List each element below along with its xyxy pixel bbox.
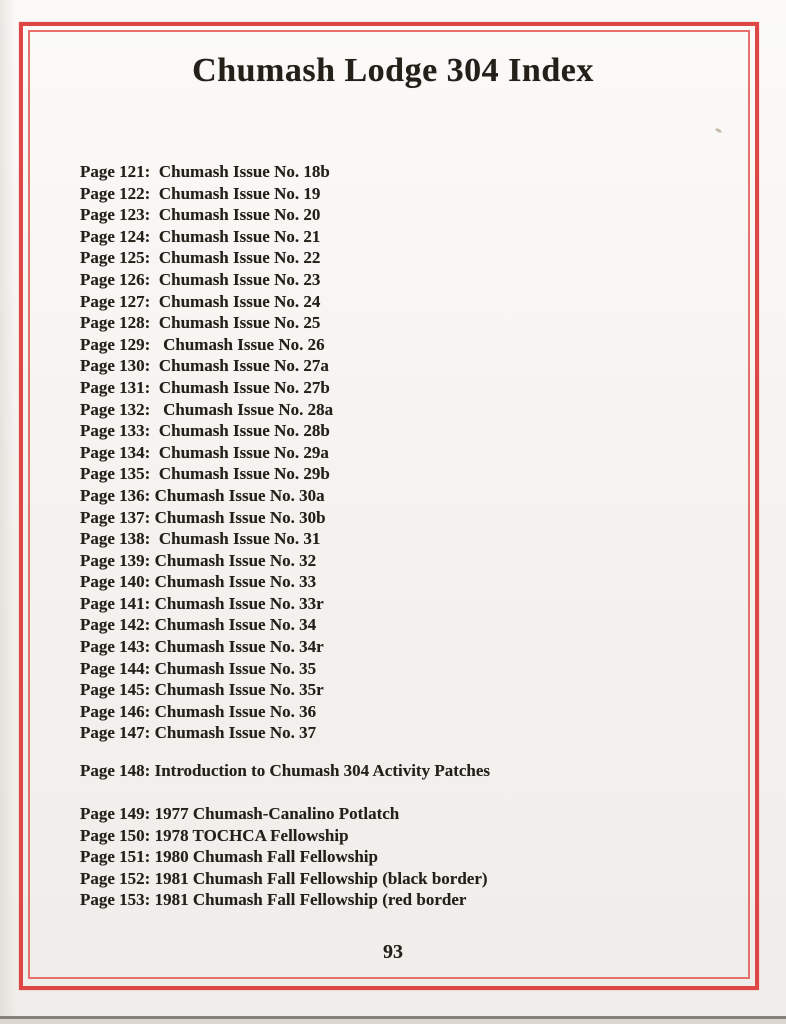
index-entry: Page 144: Chumash Issue No. 35	[80, 658, 317, 678]
activity-entry: Page 153: 1981 Chumash Fall Fellowship (red border	[80, 890, 467, 910]
index-entry: Page 131: Chumash Issue No. 27b	[80, 377, 330, 397]
activity-entry: Page 149: 1977 Chumash-Canalino Potlatch	[80, 804, 400, 823]
index-entry: Page 143: Chumash Issue No. 34r	[80, 637, 324, 657]
index-entry: Page 130: Chumash Issue No. 27a	[80, 356, 329, 376]
index-entry: Page 132: Chumash Issue No. 28a	[80, 399, 334, 419]
index-entry: Page 139: Chumash Issue No. 32	[80, 550, 317, 570]
index-entry: Page 138: Chumash Issue No. 31	[80, 529, 321, 549]
index-entry: Page 125: Chumash Issue No. 22	[80, 248, 321, 268]
activity-entry: Page 152: 1981 Chumash Fall Fellowship (black border)	[80, 868, 488, 888]
activity-entry: Page 151: 1980 Chumash Fall Fellowship	[80, 847, 378, 867]
index-entry: Page 127: Chumash Issue No. 24	[80, 291, 321, 311]
index-entry: Page 140: Chumash Issue No. 33	[80, 572, 317, 592]
index-entry: Page 129: Chumash Issue No. 26	[80, 334, 325, 354]
issue-entry-list	[80, 161, 333, 744]
index-entry: Page 121: Chumash Issue No. 18b	[80, 162, 330, 181]
index-entry: Page 122: Chumash Issue No. 19	[80, 183, 321, 203]
scanner-edge-area	[0, 1019, 786, 1024]
index-entry: Page 137: Chumash Issue No. 30b	[80, 507, 326, 527]
index-entry: Page 145: Chumash Issue No. 35r	[80, 680, 324, 700]
page-number: 93	[383, 941, 403, 963]
activity-entry-list	[80, 803, 488, 911]
index-entry: Page 142: Chumash Issue No. 34	[80, 615, 317, 635]
index-entry: Page 123: Chumash Issue No. 20	[80, 205, 321, 225]
index-entry: Page 126: Chumash Issue No. 23	[80, 269, 321, 289]
index-entry: Page 141: Chumash Issue No. 33r	[80, 593, 324, 613]
index-entry: Page 146: Chumash Issue No. 36	[80, 701, 317, 721]
index-entry: Page 147: Chumash Issue No. 37	[80, 723, 317, 743]
intro-entry: Page 148: Introduction to Chumash 304 Activity Patches	[80, 761, 491, 780]
activity-entry: Page 150: 1978 TOCHCA Fellowship	[80, 825, 349, 845]
index-entry: Page 135: Chumash Issue No. 29b	[80, 464, 330, 484]
index-entry: Page 136: Chumash Issue No. 30a	[80, 485, 325, 505]
index-entry: Page 133: Chumash Issue No. 28b	[80, 421, 330, 441]
index-entry: Page 128: Chumash Issue No. 25	[80, 313, 321, 333]
index-entry: Page 124: Chumash Issue No. 21	[80, 226, 321, 246]
index-entry: Page 134: Chumash Issue No. 29a	[80, 442, 329, 462]
page-title: Chumash Lodge 304 Index	[192, 52, 594, 89]
